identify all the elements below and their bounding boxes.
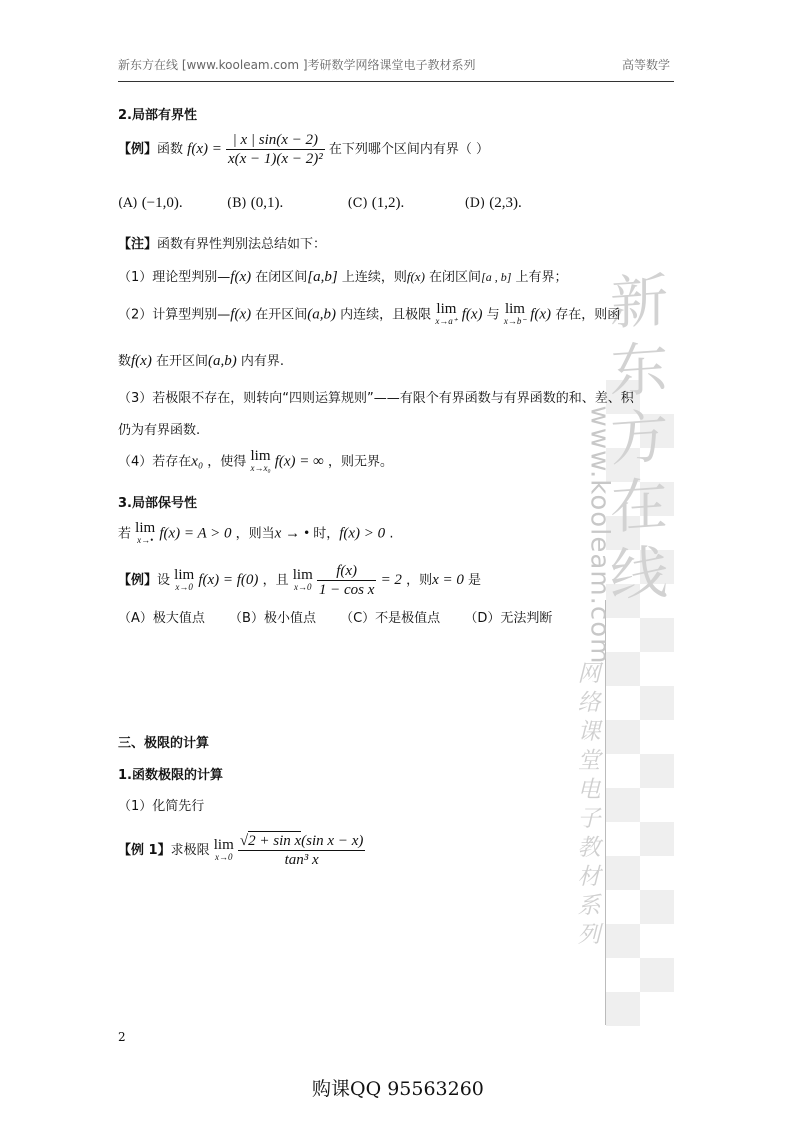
header-title: 新东方在线 [www.kooleam.com ]考研数学网络课堂电子教材系列 [118, 58, 476, 72]
header-subject: 高等数学 [622, 58, 671, 72]
example-fx: f(x) = [187, 141, 222, 157]
section-title-sign: 3.局部保号性 [118, 496, 197, 511]
rule-2: （2）计算型判别—f(x) 在开区间(a,b) 内连续，且极限 lim x→a⁺ f(x) 与 lim x→b⁻ f(x) 存在，则函 [118, 301, 621, 326]
option-b: (B) (0,1). [226, 195, 284, 211]
subsection-title: 1.函数极限的计算 [118, 768, 223, 783]
watermark-url: www.kooleam.com [584, 405, 615, 665]
header-rule [118, 81, 674, 82]
option-c: （C）不是极值点 [340, 611, 441, 626]
rule-2-cont: 数f(x) 在开区间(a,b) 内有界. [118, 353, 285, 369]
watermark-brand: 新东方在线 [609, 265, 668, 611]
sign-options [118, 607, 552, 626]
rule-3-line1: （3）若极限不存在，则转向“四则运算规则”——有限个有界函数与有界函数的和、差、积 [118, 391, 634, 406]
sign-example: 【例】设 lim x→0 f(x) = f(0) ，且 lim x→0 $\frac{f(x)}{\text{1 − cos x}}$ = 2 ，则x = 0 是 [118, 563, 482, 598]
watermark-series: 网络课堂电子教材系列 [577, 661, 601, 948]
sign-statement: 若 lim x→• f(x) = A > 0 ，则当x → • 时，f(x) > 0 . [118, 520, 394, 545]
option-b: （B）极小值点 [229, 611, 316, 626]
section-title-bounded: 2.局部有界性 [118, 108, 197, 123]
page-number: 2 [118, 1030, 126, 1044]
limits-example-1: 【例 1】求极限 lim x→0 $\frac{\text{√2 + sin x(sin x − x)}}{\text{tan³ x}}$ [118, 833, 364, 868]
rule-1: （1）理论型判别—f(x) 在闭区间[a,b] 上连续，则f(x) 在闭区间[a , b] 上有界； [118, 269, 568, 285]
option-d: (D) (2,3). [464, 195, 522, 211]
step-simplify: （1）化简先行 [118, 799, 205, 814]
option-d: （D）无法判断 [464, 611, 553, 626]
note-line: 【注】函数有界性判别法总结如下： [118, 237, 327, 252]
rule-3-line2: 仍为有界函数. [118, 423, 201, 438]
section-title-limits: 三、极限的计算 [118, 736, 210, 751]
bounded-options [118, 195, 522, 212]
rule-4: （4）若存在x₀ ，使得 lim x→x₀ f(x) = ∞ ，则无界。 [118, 448, 394, 473]
footer-contact: 购课QQ 95563260 [312, 1078, 484, 1100]
option-a: （A）极大值点 [118, 611, 205, 626]
option-c: (C) (1,2). [347, 195, 405, 211]
example-fraction: $\frac{| x | \sin(x - 2)}{\text{x(x − 1)(x − 2)²}}$ [228, 132, 323, 167]
option-a: (A) (−1,0). [118, 195, 183, 211]
bounded-example: 【例】函数 f(x) = $\frac{| x | \sin(x - 2)}{\text{x(x − 1)(x − 2)²}}$ 在下列哪个区间内有界（ ） [118, 132, 489, 167]
